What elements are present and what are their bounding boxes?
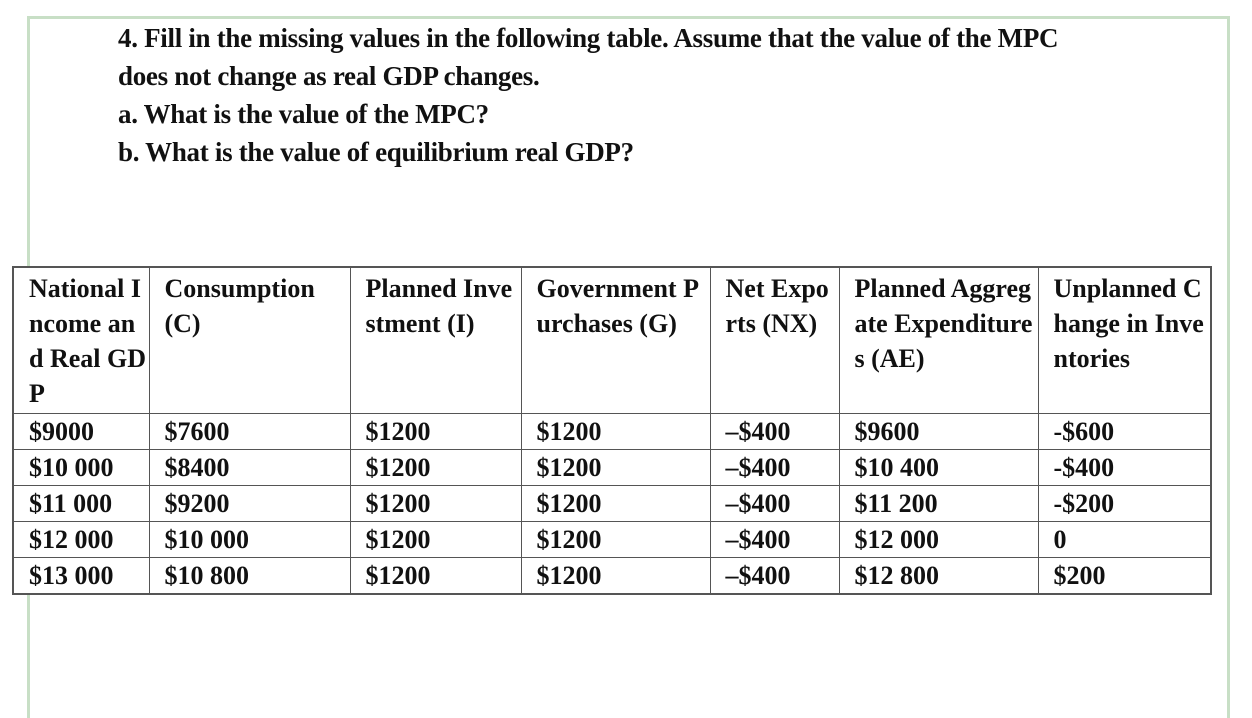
header-consumption: Consumption (C) [149, 267, 350, 414]
table-cell: $1200 [350, 450, 521, 486]
table-cell: $1200 [521, 486, 710, 522]
question-text [118, 19, 1218, 171]
table-cell: $12 800 [839, 558, 1038, 595]
table-cell: –$400 [710, 486, 839, 522]
table-cell: $11 000 [13, 486, 149, 522]
question-part-a: a. What is the value of the MPC? [118, 99, 489, 129]
expenditure-table [12, 266, 1212, 595]
table-row [13, 450, 1211, 486]
table-cell: $10 800 [149, 558, 350, 595]
table-cell: $1200 [521, 450, 710, 486]
table-row [13, 558, 1211, 595]
table-cell: -$200 [1038, 486, 1211, 522]
table-cell: –$400 [710, 558, 839, 595]
table-cell: $1200 [350, 486, 521, 522]
table-cell: $7600 [149, 414, 350, 450]
table-cell: $1200 [350, 558, 521, 595]
table-cell: $200 [1038, 558, 1211, 595]
table-cell: –$400 [710, 414, 839, 450]
header-net-exports: Net Exports (NX) [710, 267, 839, 414]
table-cell: $1200 [350, 522, 521, 558]
table-cell: $8400 [149, 450, 350, 486]
table-cell: 0 [1038, 522, 1211, 558]
table-cell: $10 400 [839, 450, 1038, 486]
header-government-purchases: Government Purchases (G) [521, 267, 710, 414]
table-cell: $9600 [839, 414, 1038, 450]
page-frame-right [1227, 16, 1230, 718]
header-real-gdp: National Income and Real GDP [13, 267, 149, 414]
question-line-1: 4. Fill in the missing values in the following table. Assume that the value of the MPC [118, 23, 1059, 53]
question-line-2: does not change as real GDP changes. [118, 61, 540, 91]
table-cell: $9200 [149, 486, 350, 522]
table-cell: $11 200 [839, 486, 1038, 522]
table-row [13, 486, 1211, 522]
table-cell: -$400 [1038, 450, 1211, 486]
table-cell: $12 000 [13, 522, 149, 558]
table-cell: $1200 [350, 414, 521, 450]
table-cell: $10 000 [13, 450, 149, 486]
table-cell: $1200 [521, 558, 710, 595]
header-planned-investment: Planned Investment (I) [350, 267, 521, 414]
table-cell: –$400 [710, 522, 839, 558]
table-header-row [13, 267, 1211, 414]
table-cell: $9000 [13, 414, 149, 450]
table-cell: $13 000 [13, 558, 149, 595]
table-cell: $1200 [521, 522, 710, 558]
table-cell: $1200 [521, 414, 710, 450]
table-row [13, 522, 1211, 558]
table-cell: $10 000 [149, 522, 350, 558]
header-unplanned-inventory-change: Unplanned Change in Inventories [1038, 267, 1211, 414]
table-cell: $12 000 [839, 522, 1038, 558]
header-planned-aggregate-expenditures: Planned Aggregate Expenditures (AE) [839, 267, 1038, 414]
table-cell: –$400 [710, 450, 839, 486]
table-row [13, 414, 1211, 450]
question-part-b: b. What is the value of equilibrium real GDP? [118, 137, 634, 167]
table-cell: -$600 [1038, 414, 1211, 450]
